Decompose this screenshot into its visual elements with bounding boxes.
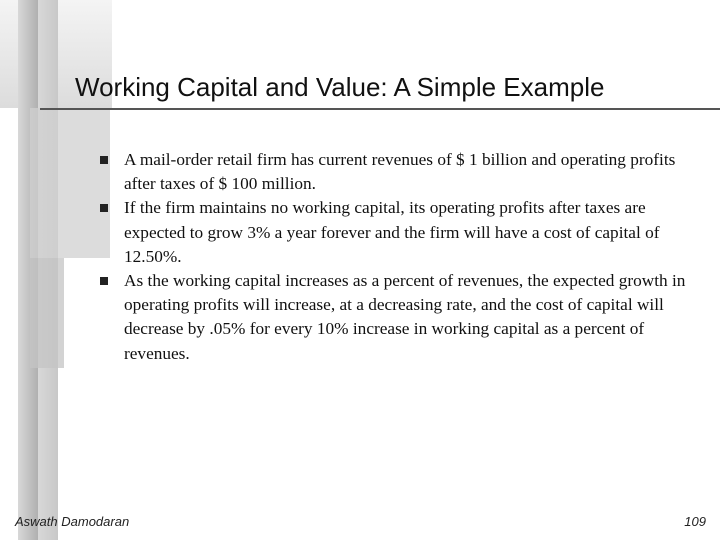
bullet-text: A mail-order retail firm has current revenues of $ 1 billion and operating profits after taxes of $ 100 million. xyxy=(124,150,676,194)
decorative-block xyxy=(30,258,64,368)
footer-author: Aswath Damodaran xyxy=(15,514,130,529)
square-bullet-icon xyxy=(100,277,108,285)
page-number: 109 xyxy=(684,514,706,529)
bullet-item xyxy=(98,196,698,269)
title-divider xyxy=(40,108,720,110)
slide-title: Working Capital and Value: A Simple Example xyxy=(75,72,605,102)
square-bullet-icon xyxy=(100,204,108,212)
bullet-text: If the firm maintains no working capital, its operating profits after taxes are expected to grow 3% a year forever and the firm will have a cost of capital of 12.50%. xyxy=(124,198,660,266)
bullet-item xyxy=(98,269,698,366)
bullet-item xyxy=(98,148,698,196)
square-bullet-icon xyxy=(100,156,108,164)
bullet-text: As the working capital increases as a percent of revenues, the expected growth in operating profits will increase, at a decreasing rate, and the cost of capital will decrease by .05% for every 10% increase in working capital as a percent of revenues. xyxy=(124,271,686,363)
bullet-list xyxy=(98,148,698,366)
